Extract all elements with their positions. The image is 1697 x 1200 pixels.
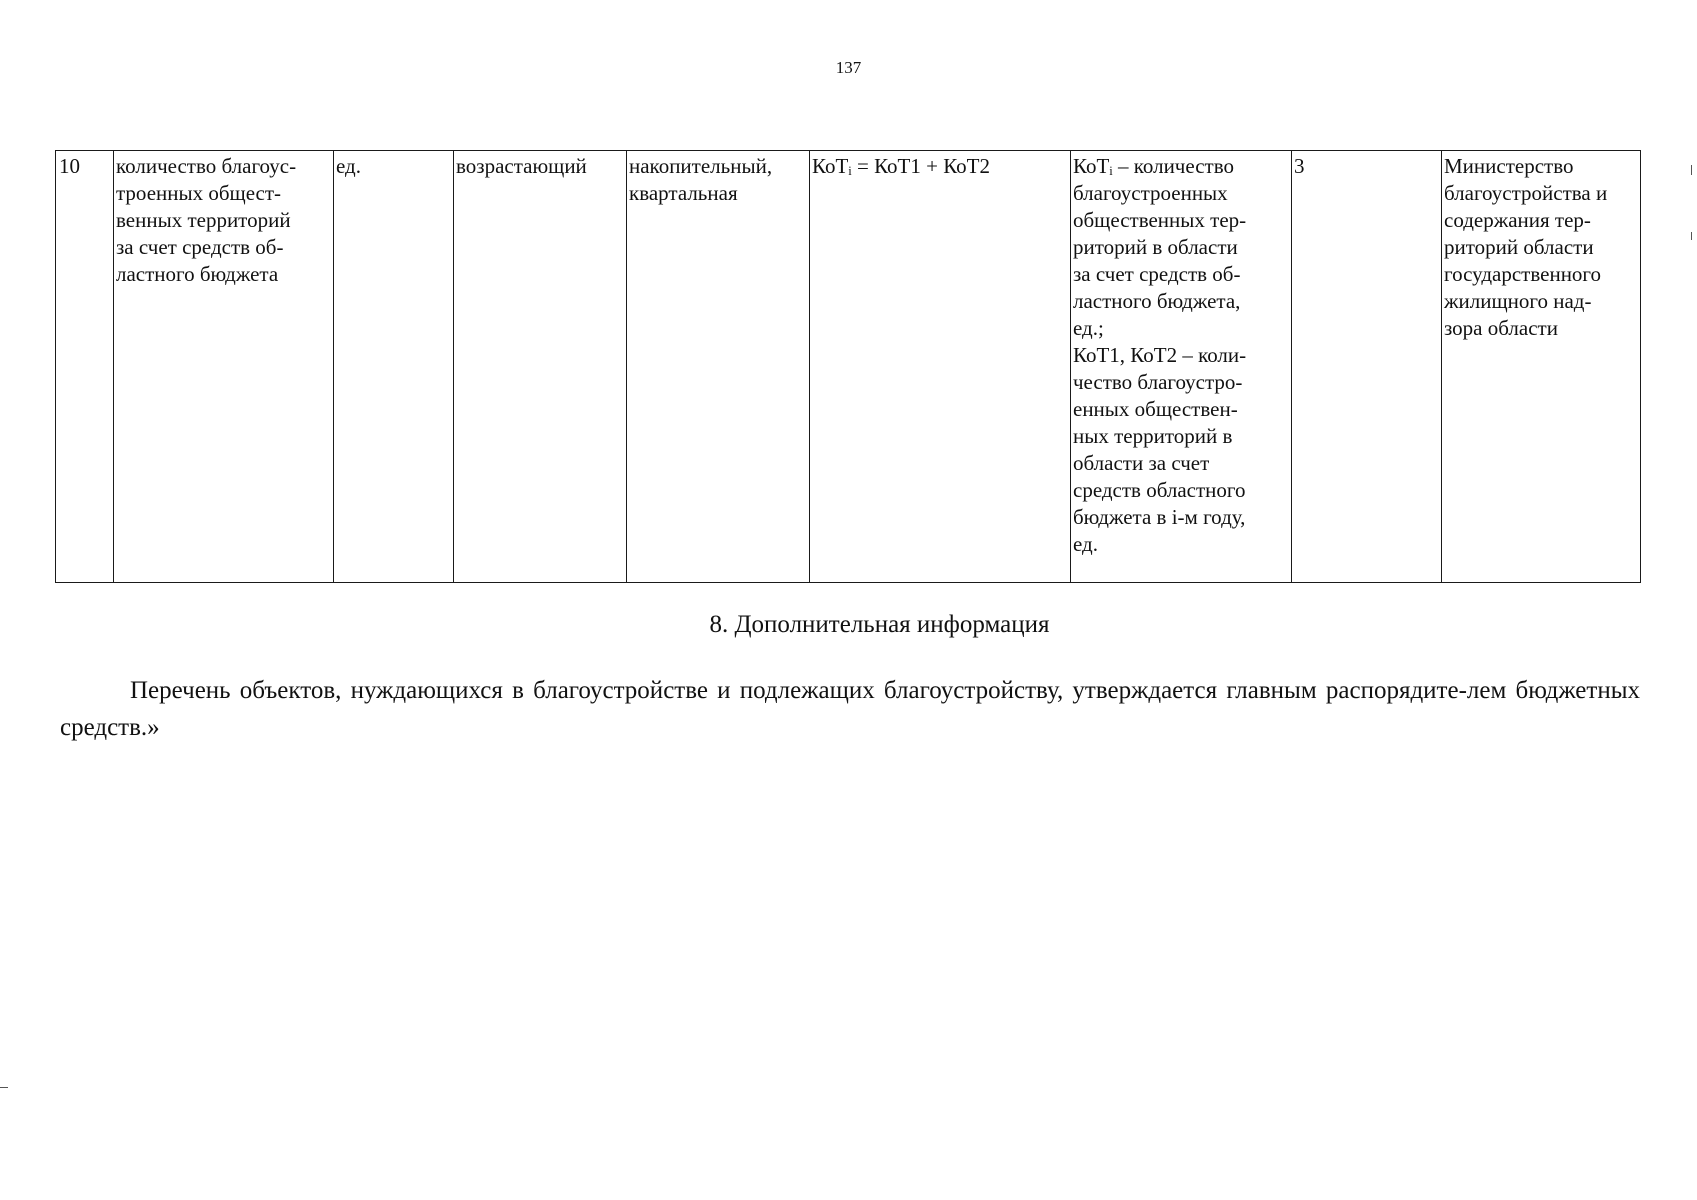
- section-title: [0, 611, 1697, 639]
- table-row: [56, 151, 1641, 583]
- calc-method-cell: [627, 151, 810, 583]
- row-number: 10: [59, 154, 80, 178]
- scan-mark-right-2: [1691, 232, 1692, 240]
- dynamics: возрастающий: [456, 154, 587, 178]
- formula-description: КоТᵢ – количество благоустроенных общественных тер- риторий в области за счет средств об- ластного бюджета, ед.; КоТ1, КоТ2 – коли- чество благоустро- енных обществен- ных территорий в области за счет средств областного бюджета в i-м году, ед.: [1073, 154, 1247, 556]
- unit-cell: [334, 151, 454, 583]
- source-cell: [1292, 151, 1442, 583]
- scan-mark-right-1: [1691, 165, 1692, 175]
- scan-mark-left: [0, 1087, 8, 1088]
- unit: ед.: [336, 154, 361, 178]
- indicator-name-cell: [114, 151, 334, 583]
- source: 3: [1294, 154, 1305, 178]
- responsible: Министерство благоустройства и содержания тер- риторий области государственного жилищного над- зора области: [1444, 154, 1608, 340]
- section-title-text: 8. Дополнительная информация: [709, 611, 1050, 638]
- row-number-cell: [56, 151, 114, 583]
- calc-method: накопительный, квартальная: [629, 154, 773, 205]
- description-cell: [1071, 151, 1292, 583]
- page-number: 137: [835, 58, 862, 77]
- formula: КоТᵢ = КоТ1 + КоТ2: [812, 154, 990, 178]
- indicator-table: [55, 150, 1641, 583]
- formula-cell: [810, 151, 1071, 583]
- responsible-cell: [1442, 151, 1641, 583]
- indicator-name: количество благоус- троенных общест- венных территорий за счет средств об- ластного бюджета: [116, 154, 297, 286]
- dynamics-cell: [454, 151, 627, 583]
- section-paragraph: Перечень объектов, нуждающихся в благоустройстве и подлежащих благоустройству, утверждается главным распорядите-лем бюджетных средств.»: [60, 677, 1640, 741]
